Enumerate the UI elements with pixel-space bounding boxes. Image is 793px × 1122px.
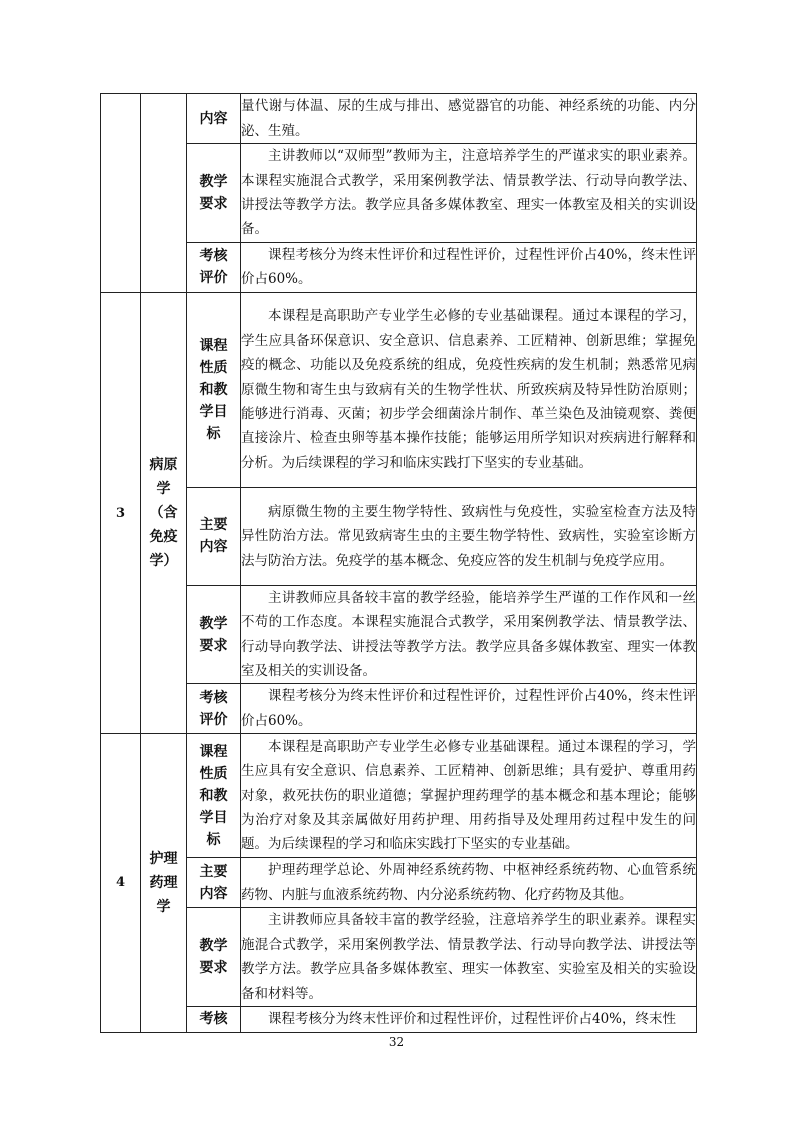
section-text: 本课程是高职助产专业学生必修的专业基础课程。通过本课程的学习，学生应具备环保意识、安全意识、信息素养、工匠精神、创新思维；掌握免疫的概念、功能以及免疫系统的组成，免疫性疾病的发生机制；熟悉常见病原微生物和寄生虫与致病有关的生物学性状、所致疾病及特异性防治原则；能够进行消毒、灭菌；初步学会细菌涂片制作、革兰染色及油镜观察、粪便直接涂片、检查虫卵等基本操作技能；能够运用所学知识对疾病进行解释和分析。为后续课程的学习和临床实践打下坚实的专业基础。 xyxy=(241,292,697,487)
course-number: 3 xyxy=(101,292,141,733)
section-label: 教学 要求 xyxy=(187,908,241,1007)
course-name: 护理 药理 学 xyxy=(141,734,187,1032)
page-number: 32 xyxy=(388,1035,405,1049)
course-name-cell xyxy=(141,94,187,293)
section-label: 课程 性质 和教 学目 标 xyxy=(187,734,241,858)
section-text: 主讲教师应具备较丰富的教学经验，注意培养学生的职业素养。课程实施混合式教学，采用案例教学法、情景教学法、行动导向教学法、讲授法等教学方法。教学应具备多媒体教室、理实一体教室、实验室及相关的实验设备和材料等。 xyxy=(241,908,697,1007)
table-row xyxy=(101,292,697,487)
section-label: 考核 评价 xyxy=(187,684,241,734)
table-row xyxy=(101,684,697,734)
table-row xyxy=(101,487,697,585)
table-row xyxy=(101,908,697,1007)
section-text: 主讲教师以“双师型”教师为主，注意培养学生的严谨求实的职业素养。本课程实施混合式教学，采用案例教学法、情景教学法、行动导向教学法、讲授法等教学方法。教学应具备多媒体教室、理实一体教室及相关的实训设备。 xyxy=(241,144,697,243)
table-row xyxy=(101,585,697,684)
section-label: 主要 内容 xyxy=(187,858,241,908)
course-number: 4 xyxy=(101,734,141,1032)
section-text: 量代谢与体温、尿的生成与排出、感觉器官的功能、神经系统的功能、内分泌、生殖。 xyxy=(241,94,697,144)
table-row xyxy=(101,94,697,144)
section-label: 考核 评价 xyxy=(187,243,241,293)
section-text: 本课程是高职助产专业学生必修专业基础课程。通过本课程的学习，学生应具有安全意识、信息素养、工匠精神、创新思维；具有爱护、尊重用药对象，救死扶伤的职业道德；掌握护理药理学的基本概念和基本理论；能够为治疗对象及其亲属做好用药护理、用药指导及处理用药过程中发生的问题。为后续课程的学习和临床实践打下坚实的专业基础。 xyxy=(241,734,697,858)
section-text: 主讲教师应具备较丰富的教学经验，能培养学生严谨的工作作风和一丝不苟的工作态度。本课程实施混合式教学，采用案例教学法、情景教学法、行动导向教学法、讲授法等教学方法。教学应具备多媒体教室、理实一体教室及相关的实训设备。 xyxy=(241,585,697,684)
section-text: 课程考核分为终末性评价和过程性评价，过程性评价占40%，终末性 xyxy=(241,1007,697,1032)
section-text: 护理药理学总论、外周神经系统药物、中枢神经系统药物、心血管系统药物、内脏与血液系统药物、内分泌系统药物、化疗药物及其他。 xyxy=(241,858,697,908)
section-text: 课程考核分为终末性评价和过程性评价，过程性评价占40%，终末性评价占60%。 xyxy=(241,243,697,293)
section-label: 主要 内容 xyxy=(187,487,241,585)
section-label: 课程 性质 和教 学目 标 xyxy=(187,292,241,487)
course-number-cell xyxy=(101,94,141,293)
table-row xyxy=(101,144,697,243)
section-label: 教学 要求 xyxy=(187,144,241,243)
table-row xyxy=(101,1007,697,1032)
section-label: 教学 要求 xyxy=(187,585,241,684)
section-label: 考核 xyxy=(187,1007,241,1032)
section-label: 内容 xyxy=(187,94,241,144)
section-text: 课程考核分为终末性评价和过程性评价，过程性评价占40%，终末性评价占60%。 xyxy=(241,684,697,734)
table-row xyxy=(101,858,697,908)
table-row xyxy=(101,734,697,858)
section-text: 病原微生物的主要生物学特性、致病性与免疫性，实验室检查方法及特异性防治方法。常见致病寄生虫的主要生物学特性、致病性，实验室诊断方法与防治方法。免疫学的基本概念、免疫应答的发生机制与免疫学应用。 xyxy=(241,487,697,585)
course-name: 病原 学 （含 免疫 学） xyxy=(141,292,187,733)
course-table xyxy=(100,93,697,1033)
table-row xyxy=(101,243,697,293)
